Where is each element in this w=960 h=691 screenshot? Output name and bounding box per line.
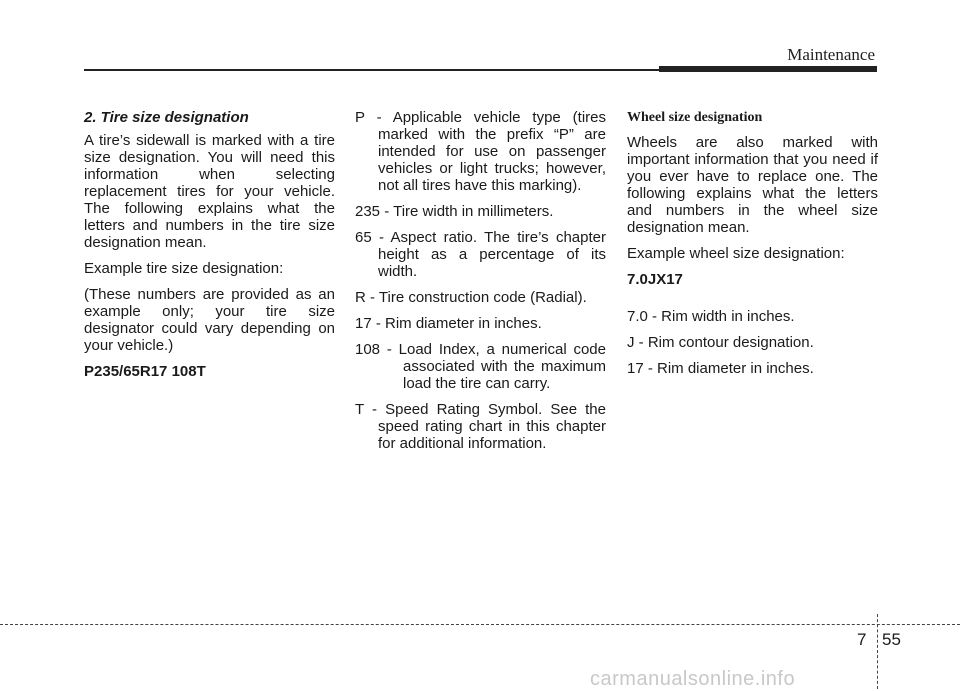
wheel-definition-item: 7.0 - Rim width in inches.	[627, 308, 795, 325]
footer-dashed-rule	[0, 624, 960, 625]
column-tire-size	[84, 109, 335, 389]
header-rule-thin	[84, 69, 659, 71]
intro-paragraph: A tire’s sidewall is marked with a tire size designation. You will need this information when selecting replacement tires for your vehicle. The following explains what the letters and numbers in the tire size designation mean.	[84, 132, 335, 251]
example-code: P235/65R17 108T	[84, 363, 206, 380]
example-label: Example tire size designation:	[84, 260, 284, 277]
column-wheel-size	[627, 109, 878, 386]
definition-item: 65 - Aspect ratio. The tire’s chapter height as a percentage of its width.	[355, 229, 606, 280]
page-header-title: Maintenance	[787, 45, 875, 64]
header-rule-thick	[659, 66, 877, 72]
definition-item: P - Applicable vehicle type (tires marked with the prefix “P” are intended for use on passenger vehicles or light trucks; however, not all tires have this marking).	[355, 109, 606, 194]
wheel-section-title: Wheel size designation	[627, 110, 763, 125]
definition-item: 235 - Tire width in millimeters.	[355, 203, 554, 220]
chapter-number: 7	[857, 630, 867, 649]
wheel-definition-item: 17 - Rim diameter in inches.	[627, 360, 814, 377]
definition-item: T - Speed Rating Symbol. See the speed rating chart in this chapter for additional information.	[355, 401, 606, 452]
example-note: (These numbers are provided as an example only; your tire size designator could vary depending on your vehicle.)	[84, 286, 335, 354]
column-tire-codes	[355, 109, 606, 461]
footer-vertical-dashed-rule	[877, 614, 878, 689]
wheel-example-label: Example wheel size designation:	[627, 245, 845, 262]
watermark: carmanualsonline.info	[590, 668, 796, 690]
definition-item: 108 - Load Index, a numerical code associated with the maximum load the tire can carry.	[355, 341, 606, 392]
wheel-intro-paragraph: Wheels are also marked with important information that you need if you ever have to replace one. The following explains what the letters and numbers in the wheel size designation mean.	[627, 134, 878, 236]
wheel-definition-item: J - Rim contour designation.	[627, 334, 814, 351]
definition-item: 17 - Rim diameter in inches.	[355, 315, 542, 332]
page-number: 55	[882, 630, 901, 649]
section-title: 2. Tire size designation	[84, 109, 249, 126]
definition-item: R - Tire construction code (Radial).	[355, 289, 587, 306]
wheel-example-code: 7.0JX17	[627, 271, 683, 288]
